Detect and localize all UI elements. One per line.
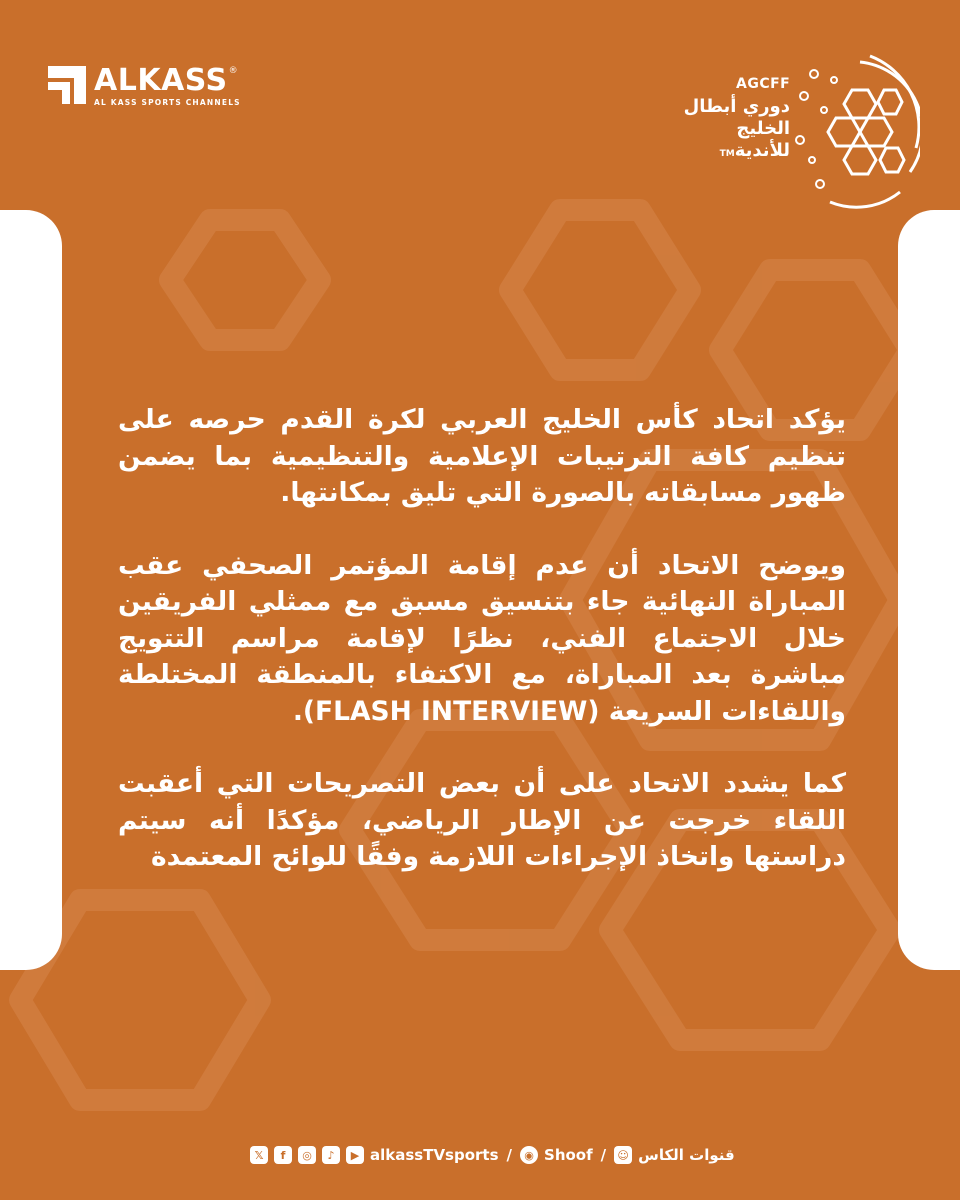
footer-social [250, 1140, 735, 1170]
alkass-logo [48, 63, 241, 107]
alkass-wordmark [94, 63, 241, 107]
ball-emblem-icon [790, 52, 920, 212]
paragraph-1: يؤكد اتحاد كأس الخليج العربي لكرة القدم حرصه على تنظيم كافة الترتيبات الإعلامية والتنظيمية بما يضمن ظهور مسابقاته بالصورة التي تليق بمكانتها. [118, 404, 846, 508]
paragraph-2: ويوضح الاتحاد أن عدم إقامة المؤتمر الصحفي عقب المباراة النهائية جاء بتنسيق مسبق مع ممثلي الفريقين خلال الاجتماع الفني، نظرًا لإقامة مراسم التتويج مباشرة بعد المباراة، مع الاكتفاء بالمنطقة المختلطة واللقاءات السريعة (FLASH INTERVIEW). [118, 549, 846, 727]
snapchat-icon: ☺ [614, 1146, 632, 1164]
paragraph-3: كما يشدد الاتحاد على أن بعض التصريحات التي أعقبت اللقاء خرجت عن الإطار الرياضي، مؤكدًا أنه سيتم دراستها واتخاذ الإجراءات اللازمة وفقًا للوائح المعتمدة [118, 768, 846, 872]
alkass-subtitle: AL KASS SPORTS CHANNELS [94, 98, 241, 107]
shoof-label[interactable]: Shoof [544, 1146, 593, 1164]
hexagon-shape [170, 220, 320, 340]
facebook-icon[interactable]: f [274, 1146, 292, 1164]
tiktok-icon[interactable]: ♪ [322, 1146, 340, 1164]
left-notch [0, 210, 62, 970]
youtube-icon[interactable]: ▶ [346, 1146, 364, 1164]
separator: / [600, 1146, 607, 1164]
statement-body [118, 402, 846, 876]
x-icon[interactable]: 𝕏 [250, 1146, 268, 1164]
trademark-mark: TM [719, 149, 735, 159]
right-notch [898, 210, 960, 970]
separator: / [506, 1146, 513, 1164]
agcff-line-3: للأندية [734, 140, 790, 161]
alkass-word: ALKASS [94, 63, 228, 98]
registered-mark: ® [228, 66, 238, 76]
alkass-mark-icon [48, 66, 86, 104]
agcff-title [640, 96, 790, 165]
shoof-icon: ◉ [520, 1146, 538, 1164]
agcff-logo [640, 52, 920, 212]
agcff-line-1: دوري أبطال [683, 96, 790, 117]
hexagon-shape [510, 210, 690, 370]
channels-label[interactable]: قنوات الكاس [638, 1146, 735, 1164]
instagram-icon[interactable]: ◎ [298, 1146, 316, 1164]
agcff-line-2: الخليج [736, 118, 790, 139]
agcff-code: AGCFF [736, 76, 791, 92]
social-handle[interactable]: alkassTVsports [370, 1146, 499, 1164]
